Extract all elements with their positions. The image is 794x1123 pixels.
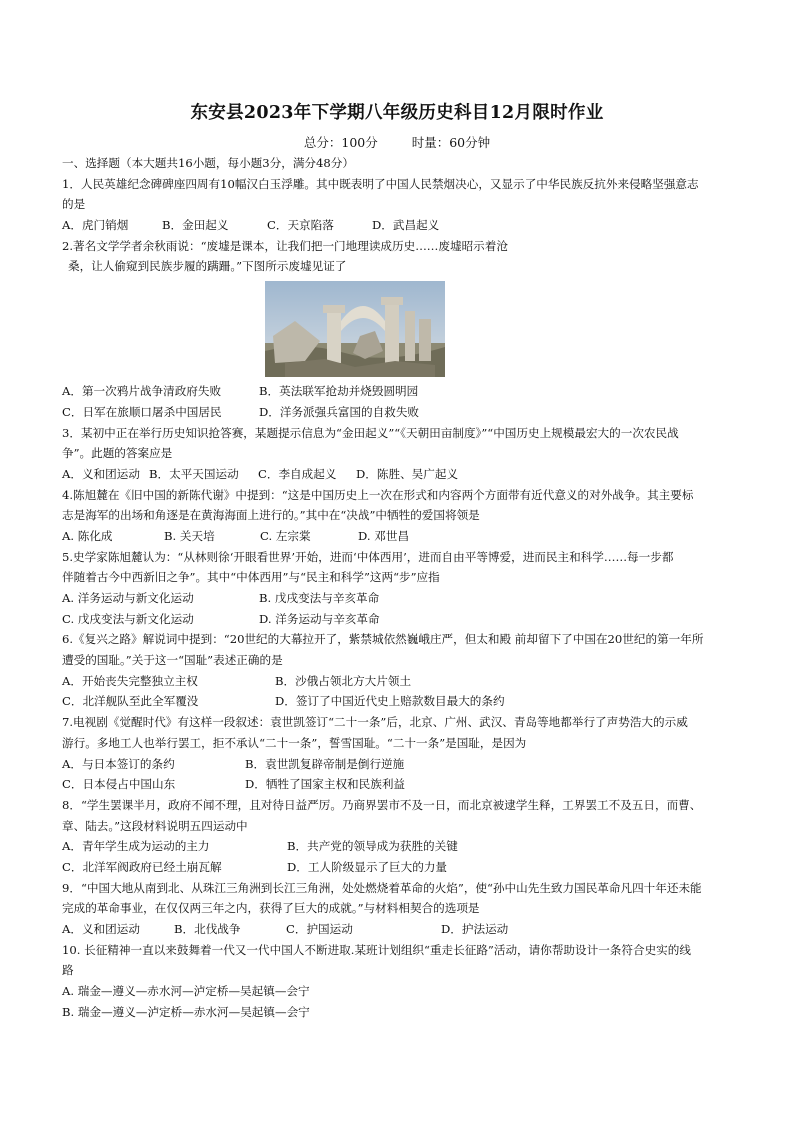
question-4: [62, 485, 738, 547]
time-limit: 时量：60分钟: [411, 135, 491, 150]
option-a[interactable]: A. 洋务运动与新文化运动: [62, 591, 194, 605]
option-c[interactable]: C．北洋舰队至此全军覆没: [62, 694, 199, 709]
option-b[interactable]: B. 戊戌变法与辛亥革命: [259, 591, 380, 605]
option-d[interactable]: D．牺牲了国家主权和民族利益: [245, 777, 406, 792]
option-row: [62, 381, 738, 402]
option-b[interactable]: B．共产党的领导成为获胜的关键: [287, 839, 458, 854]
option-row: [62, 691, 738, 712]
question-stem-line: 8．“学生罢课半月，政府不闻不理，且对待日益严厉。乃商界罢市不及一日，而北京被逮学生释，工界罢工不及五日，而曹、: [62, 797, 702, 812]
option-b[interactable]: B．北伐战争: [174, 922, 241, 936]
question-6: [62, 629, 738, 712]
option-b[interactable]: B. 关天培: [164, 528, 215, 543]
question-1: [62, 174, 738, 236]
option-d[interactable]: D. 洋务运动与辛亥革命: [259, 611, 380, 626]
option-b[interactable]: B. 瑞金—遵义—泸定桥—赤水河—吴起镇—会宁: [62, 1004, 310, 1019]
option-a[interactable]: A. 瑞金—遵义—赤水河—泸定桥—吴起镇—会宁: [62, 984, 310, 999]
question-5: [62, 547, 738, 630]
question-stem-line: 6.《复兴之路》解说词中提到：“20世纪的大幕拉开了，紫禁城依然巍峨庄严，但太和殿 前却留下了中国在20世纪的第一年所: [62, 632, 704, 647]
option-c[interactable]: C．李自成起义: [258, 466, 337, 481]
question-stem-line: 伴随着古今中西新旧之争”。其中“中体西用”与“民主和科学”这两“步”应指: [62, 570, 440, 585]
option-row: [62, 836, 738, 857]
question-10: [62, 940, 738, 1023]
question-stem-line: 3．某初中正在举行历史知识抢答赛，某题提示信息为“金田起义”“《天朝田亩制度》”“中国历史上规模最宏大的一次农民战: [62, 425, 679, 440]
option-row: [62, 402, 738, 423]
question-stem-line: 7.电视剧《觉醒时代》有这样一段叙述：袁世凯签订“二十一条”后，北京、广州、武汉、青岛等地都举行了声势浩大的示威: [62, 715, 688, 730]
option-row: [62, 215, 738, 236]
option-row: [62, 774, 738, 795]
question-stem-line: 游行。多地工人也举行罢工，拒不承认“二十一条”，誓雪国耻。“二十一条”是国耻，是因为: [62, 735, 527, 750]
option-row: [62, 1002, 738, 1023]
option-row: [62, 526, 738, 547]
question-3: [62, 423, 738, 485]
option-c[interactable]: C. 戊戌变法与新文化运动: [62, 611, 194, 626]
option-c[interactable]: C．日军在旅顺口屠杀中国居民: [62, 404, 222, 419]
question-stem-line: 10. 长征精神一直以来鼓舞着一代又一代中国人不断进取.某班计划组织“重走长征路”活动，请你帮助设计一条符合史实的线: [62, 942, 691, 957]
question-list: [62, 153, 738, 1022]
option-row: [62, 588, 738, 609]
option-d[interactable]: D. 邓世昌: [358, 528, 410, 543]
option-c[interactable]: C．护国运动: [286, 922, 353, 936]
page-title: 东安县2023年下学期八年级历史科目12月限时作业: [190, 103, 604, 123]
option-row: [62, 754, 738, 775]
question-stem-line: 9．“中国大地从南到北、从珠江三角洲到长江三角洲，处处燃烧着革命的火焰”，使“孙中山先生致力国民革命凡四十年还未能: [62, 880, 702, 895]
question-stem-line: 2.著名文学学者余秋雨说：“废墟是课本，让我们把一门地理读成历史……废墟昭示着沧: [62, 238, 508, 253]
option-c[interactable]: C．日本侵占中国山东: [62, 777, 176, 792]
option-d[interactable]: D．武昌起义: [372, 218, 440, 233]
option-a[interactable]: A．义和团运动: [62, 922, 140, 936]
question-stem-line: 4.陈旭麓在《旧中国的新陈代谢》中提到：“这是中国历史上一次在形式和内容两个方面带有近代意义的对外战争。其主要标: [62, 487, 694, 502]
option-b[interactable]: B．袁世凯复辟帝制是倒行逆施: [245, 756, 405, 771]
option-a[interactable]: A．义和团运动: [62, 466, 140, 481]
question-stem-line: 争”。此题的答案应是: [62, 446, 173, 461]
option-a[interactable]: A．开始丧失完整独立主权: [62, 673, 198, 688]
question-9: [62, 878, 738, 940]
option-c[interactable]: C．北洋军阀政府已经土崩瓦解: [62, 859, 222, 874]
option-a[interactable]: A．第一次鸦片战争清政府失败: [62, 384, 222, 399]
option-row: [62, 981, 738, 1002]
option-b[interactable]: B．太平天国运动: [149, 466, 239, 481]
question-stem-line: 5.史学家陈旭麓认为：“从林则徐‘开眼看世界’开始，进而‘中体西用’，进而自由平等博爱，进而民主和科学……每一步都: [62, 549, 674, 564]
question-8: [62, 795, 738, 878]
option-a[interactable]: A．虎门销烟: [62, 218, 129, 233]
option-b[interactable]: B．沙俄占领北方大片领土: [275, 673, 412, 688]
question-stem-line: 桑，让人偷窥到民族步履的蹒跚。”下图所示废墟见证了: [68, 259, 347, 274]
question-stem-line: 的是: [62, 197, 86, 212]
option-d[interactable]: D．工人阶级显示了巨大的力量: [287, 859, 448, 874]
option-a[interactable]: A．与日本签订的条约: [62, 756, 175, 771]
question-2: [62, 236, 738, 423]
option-a[interactable]: A. 陈化成: [62, 528, 113, 543]
option-row: [62, 464, 738, 485]
section-heading: 一、选择题（本大题共16小题，每小题3分，满分48分）: [62, 156, 354, 170]
score-time-line: [0, 133, 794, 151]
option-c[interactable]: C. 左宗棠: [260, 528, 311, 543]
question-stem-line: 志是海军的出场和角逐是在黄海海面上进行的。”其中在“决战”中牺牲的爱国将领是: [62, 508, 480, 523]
total-score: 总分：100分: [303, 135, 378, 150]
option-d[interactable]: D．护法运动: [441, 922, 509, 936]
question-stem-line: 1．人民英雄纪念碑碑座四周有10幅汉白玉浮雕。其中既表明了中国人民禁烟决心，又显示了中华民族反抗外来侵略坚强意志: [62, 176, 699, 191]
option-b[interactable]: B．英法联军抢劫并烧毁圆明园: [259, 384, 419, 399]
ruins-photo: [265, 281, 445, 377]
yuanmingyuan-ruins-image: [265, 281, 445, 377]
option-row: [62, 857, 738, 878]
option-d[interactable]: D．陈胜、吴广起义: [356, 466, 459, 481]
option-d[interactable]: D．洋务派强兵富国的自救失败: [259, 404, 420, 419]
option-d[interactable]: D．签订了中国近代史上赔款数目最大的条约: [275, 694, 505, 709]
question-stem-line: 遭受的国耻。”关于这一“国耻”表述正确的是: [62, 653, 283, 668]
option-row: [62, 919, 738, 940]
option-a[interactable]: A．青年学生成为运动的主力: [62, 839, 210, 854]
option-b[interactable]: B．金田起义: [162, 218, 229, 233]
question-stem-line: 路: [62, 963, 74, 978]
option-row: [62, 671, 738, 692]
option-row: [62, 609, 738, 630]
option-c[interactable]: C．天京陷落: [267, 218, 334, 233]
question-stem-line: 章、陆去。”这段材料说明五四运动中: [62, 818, 248, 833]
question-stem-line: 完成的革命事业，在仅仅两三年之内，获得了巨大的成就。”与材料相契合的选项是: [62, 901, 480, 916]
question-7: [62, 712, 738, 795]
